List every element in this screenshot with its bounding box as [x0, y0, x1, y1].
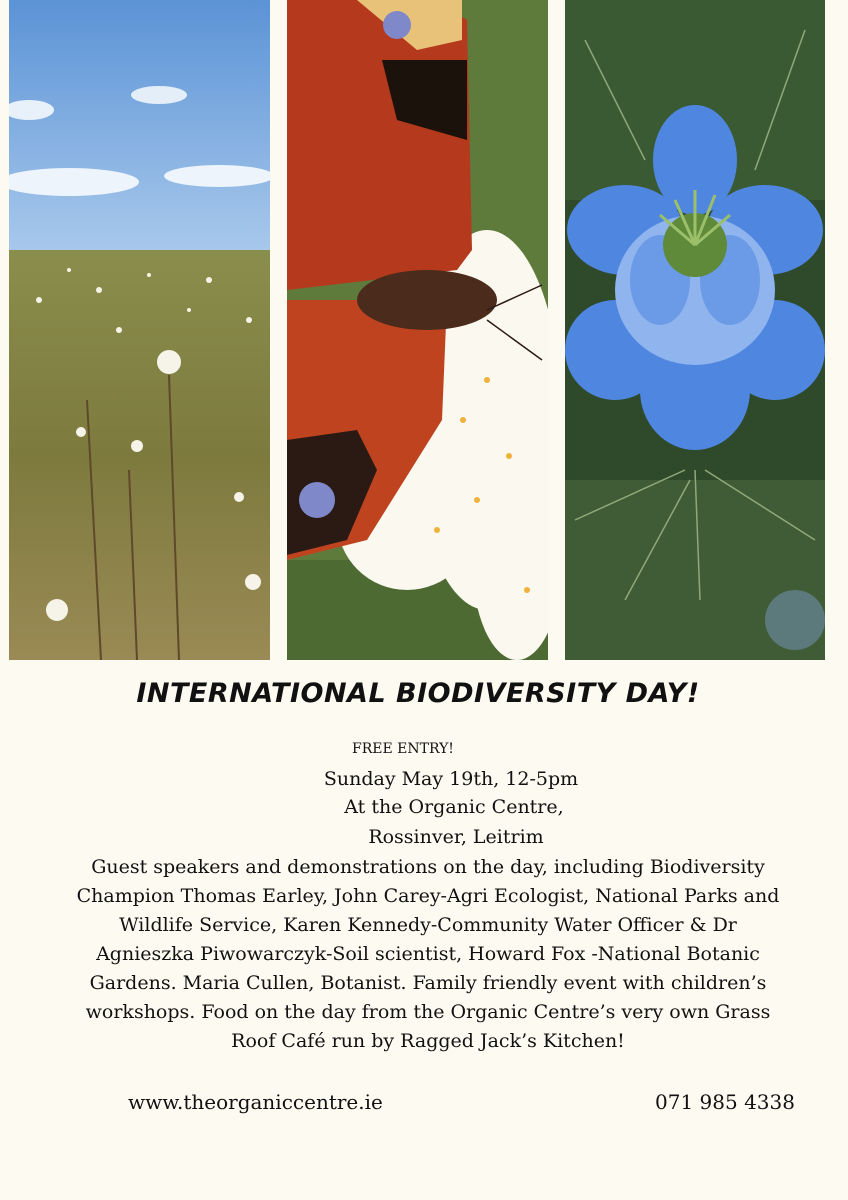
website-link[interactable]: www.theorganiccentre.ie [128, 1090, 383, 1114]
phone-number: 071 985 4338 [655, 1090, 795, 1114]
meadow-photo [9, 0, 270, 660]
event-description: Guest speakers and demonstrations on the day, including Biodiversity Champion Thomas Earley, John Carey-Agri Ecologist, National Parks and Wildlife Service, Karen Kennedy-Community Water Officer & Dr Agnieszka Piwowarczyk-Soil scientist, Howard Fox -National Botanic Gardens. Maria Cullen, Botanist. Family friendly event with children’s workshops. Food on the day from the Organic Centre’s very own Grass Roof Café run by Ragged Jack’s Kitchen! [76, 856, 780, 1052]
flower-photo [565, 0, 825, 660]
free-entry-label: FREE ENTRY! [352, 741, 454, 757]
butterfly-photo [287, 0, 548, 660]
event-title: INTERNATIONAL BIODIVERSITY DAY! [136, 678, 700, 709]
event-location: Rossinver, Leitrim [368, 826, 544, 848]
event-date-time: Sunday May 19th, 12-5pm [323, 768, 579, 790]
event-venue: At the Organic Centre, [344, 796, 564, 818]
